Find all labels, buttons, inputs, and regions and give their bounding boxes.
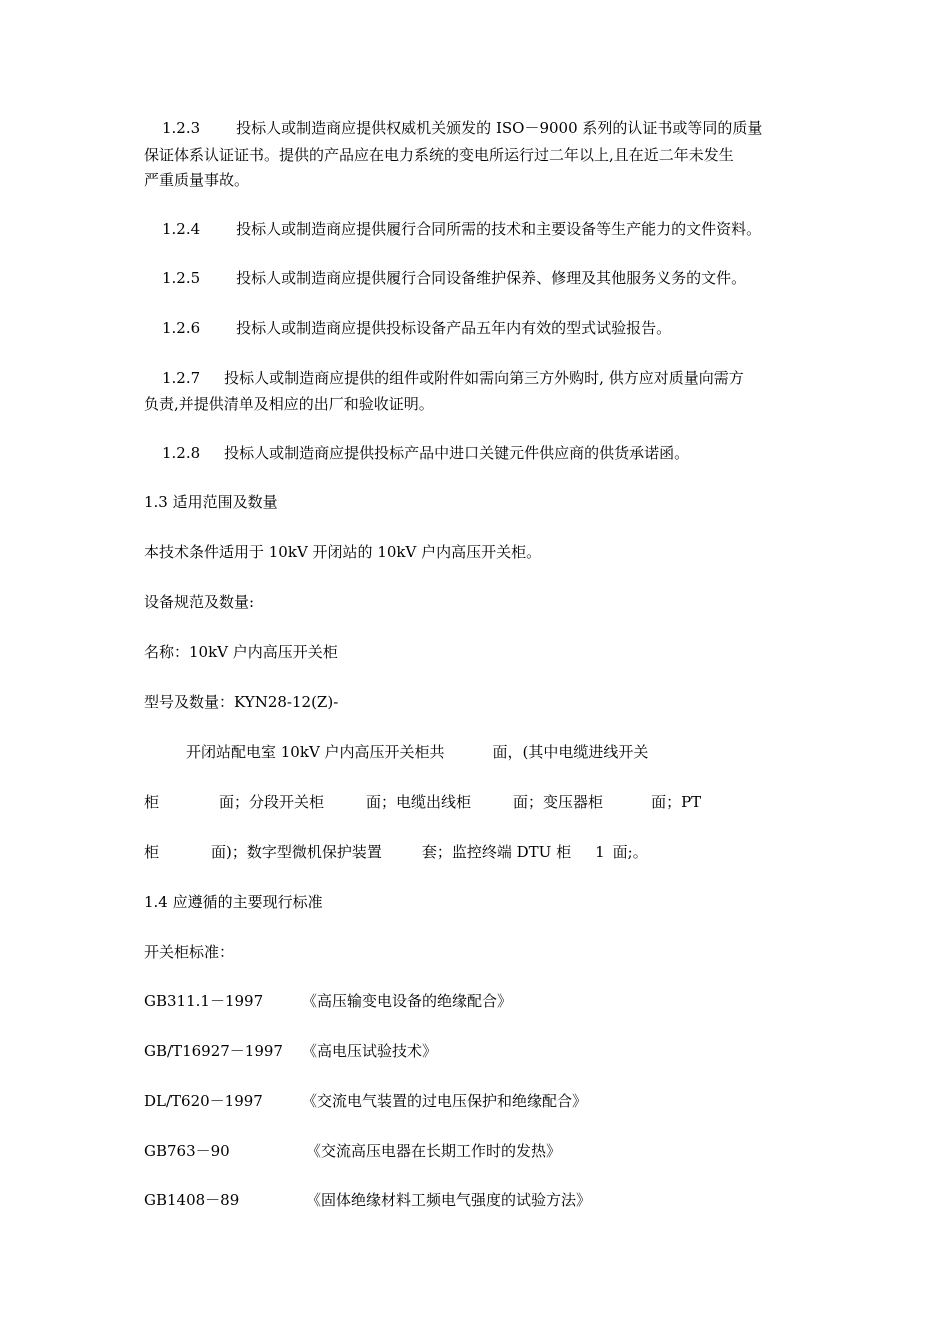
- clause-text: 投标人或制造商应提供投标产品中进口关键元件供应商的供货承诺函。: [224, 444, 690, 462]
- clause-1-2-3-line-1: [162, 118, 812, 138]
- standard-row: [144, 991, 512, 1011]
- clause-1-2-7-line-1: [162, 368, 744, 388]
- standard-title: 《交流高压电器在长期工作时的发热》: [306, 1142, 562, 1160]
- clause-1-2-5: [162, 268, 746, 288]
- section-1-4-heading: 1.4 应遵循的主要现行标准: [144, 893, 323, 911]
- standard-title: 《高电压试验技术》: [302, 1042, 438, 1060]
- standard-row: [144, 1091, 587, 1111]
- standard-row: [144, 1041, 437, 1061]
- quantity-line-3: 柜 面)；数字型微机保护装置 套；监控终端 DTU 柜 1 面;。: [144, 843, 648, 861]
- standard-code: GB763－90: [144, 1142, 230, 1160]
- clause-number: 1.2.4: [162, 220, 201, 238]
- clause-number: 1.2.3: [162, 119, 201, 137]
- standard-title: 《高压输变电设备的绝缘配合》: [302, 992, 513, 1010]
- standard-code: GB1408－89: [144, 1191, 240, 1209]
- clause-number: 1.2.8: [162, 444, 201, 462]
- model-line: 型号及数量：KYN28-12(Z)-: [144, 693, 339, 711]
- standard-title: 《交流电气装置的过电压保护和绝缘配合》: [302, 1092, 588, 1110]
- standard-row: [144, 1190, 591, 1210]
- section-1-3-heading: 1.3 适用范围及数量: [144, 493, 278, 511]
- standard-code: GB/T16927－1997: [144, 1042, 283, 1060]
- quantity-line-1: 开闭站配电室 10kV 户内高压开关柜共 面，(其中电缆进线开关: [186, 743, 649, 761]
- clause-1-2-4: [162, 219, 761, 239]
- clause-1-2-3-line-2: 保证体系认证证书。提供的产品应在电力系统的变电所运行过二年以上,且在近二年未发生: [144, 146, 734, 164]
- spec-label: 设备规范及数量:: [144, 593, 255, 611]
- clause-text: 投标人或制造商应提供履行合同设备维护保养、修理及其他服务义务的文件。: [236, 269, 747, 287]
- clause-text: 投标人或制造商应提供权威机关颁发的 ISO－9000 系列的认证书或等同的质量: [236, 119, 763, 137]
- quantity-line-2: 柜 面；分段开关柜 面；电缆出线柜 面；变压器柜 面；PT: [144, 793, 702, 811]
- clause-1-2-3-line-3: 严重质量事故。: [144, 171, 250, 189]
- clause-number: 1.2.6: [162, 319, 201, 337]
- scope-statement: 本技术条件适用于 10kV 开闭站的 10kV 户内高压开关柜。: [144, 543, 542, 561]
- clause-number: 1.2.7: [162, 369, 201, 387]
- standard-code: GB311.1－1997: [144, 992, 264, 1010]
- name-line: 名称：10kV 户内高压开关柜: [144, 643, 338, 661]
- clause-1-2-8: [162, 443, 689, 463]
- clause-text: 投标人或制造商应提供投标设备产品五年内有效的型式试验报告。: [236, 319, 672, 337]
- standard-code: DL/T620－1997: [144, 1092, 263, 1110]
- clause-text: 投标人或制造商应提供履行合同所需的技术和主要设备等生产能力的文件资料。: [236, 220, 762, 238]
- switchgear-standards-label: 开关柜标准：: [144, 943, 235, 961]
- clause-1-2-6: [162, 318, 671, 338]
- clause-text: 投标人或制造商应提供的组件或附件如需向第三方外购时, 供方应对质量向需方: [224, 369, 744, 387]
- clause-1-2-7-line-2: 负责,并提供清单及相应的出厂和验收证明。: [144, 395, 434, 413]
- standard-row: [144, 1141, 561, 1161]
- standard-title: 《固体绝缘材料工频电气强度的试验方法》: [306, 1191, 592, 1209]
- clause-number: 1.2.5: [162, 269, 201, 287]
